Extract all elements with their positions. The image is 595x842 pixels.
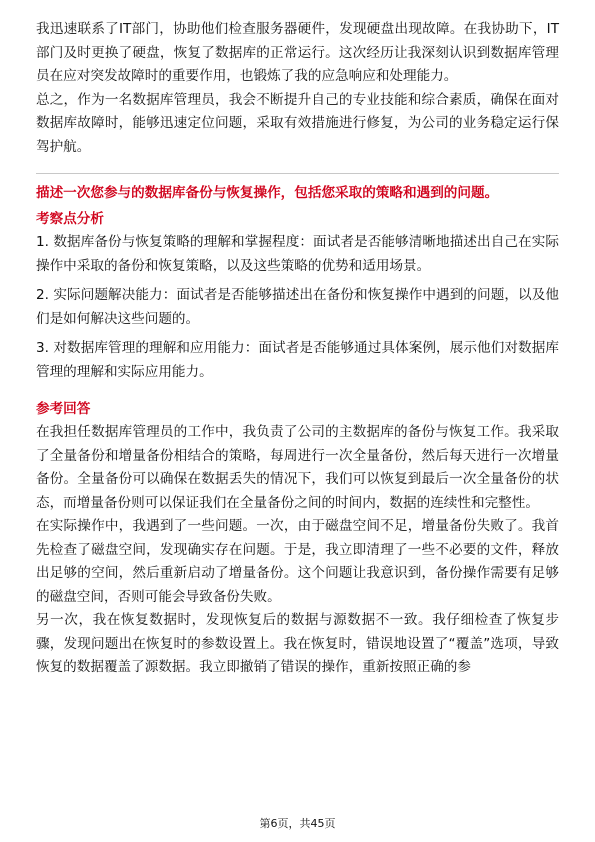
section-divider xyxy=(36,173,559,174)
summary-paragraph: 总之，作为一名数据库管理员，我会不断提升自己的专业技能和综合素质，确保在面对数据库故障时，能够迅速定位问题，采取有效措施进行修复，为公司的业务稳定运行保驾护航。 xyxy=(36,91,559,155)
intro-paragraph: 我迅速联系了IT部门，协助他们检查服务器硬件，发现硬盘出现故障。在我协助下，IT部门及时更换了硬盘，恢复了数据库的正常运行。这次经历让我深刻认识到数据库管理员在应对突发故障时的重要作用，也锻炼了我的应急响应和处理能力。 xyxy=(36,21,559,84)
analysis-item: 2. 实际问题解决能力：面试者是否能够描述出在备份和恢复操作中遇到的问题，以及他们是如何解决这些问题的。 xyxy=(36,287,559,327)
page-content xyxy=(36,18,559,680)
answer-heading: 参考回答 xyxy=(36,401,91,417)
analysis-item: 3. 对数据库管理的理解和应用能力：面试者是否能够通过具体案例，展示他们对数据库管理的理解和实际应用能力。 xyxy=(36,340,559,380)
page-number: 第6页，共45页 xyxy=(259,817,336,830)
analysis-heading: 考察点分析 xyxy=(36,211,104,227)
question-title: 描述一次您参与的数据库备份与恢复操作，包括您采取的策略和遇到的问题。 xyxy=(36,185,499,201)
answer-paragraph: 在我担任数据库管理员的工作中，我负责了公司的主数据库的备份与恢复工作。我采取了全量备份和增量备份相结合的策略，每周进行一次全量备份，然后每天进行一次增量备份。全量备份可以确保在数据丢失的情况下，我们可以恢复到最后一次全量备份的状态，而增量备份则可以保证我们在全量备份之间的时间内，数据的连续性和完整性。 xyxy=(36,424,559,511)
answer-paragraph: 另一次，我在恢复数据时，发现恢复后的数据与源数据不一致。我仔细检查了恢复步骤，发现问题出在恢复时的参数设置上。我在恢复时，错误地设置了“覆盖”选项，导致恢复的数据覆盖了源数据。我立即撤销了错误的操作，重新按照正确的参 xyxy=(36,612,559,675)
answer-paragraph: 在实际操作中，我遇到了一些问题。一次，由于磁盘空间不足，增量备份失败了。我首先检查了磁盘空间，发现确实存在问题。于是，我立即清理了一些不必要的文件，释放出足够的空间，然后重新启动了增量备份。这个问题让我意识到，备份操作需要有足够的磁盘空间，否则可能会导致备份失败。 xyxy=(36,518,559,605)
analysis-item: 1. 数据库备份与恢复策略的理解和掌握程度：面试者是否能够清晰地描述出自己在实际操作中采取的备份和恢复策略，以及这些策略的优势和适用场景。 xyxy=(36,234,559,274)
